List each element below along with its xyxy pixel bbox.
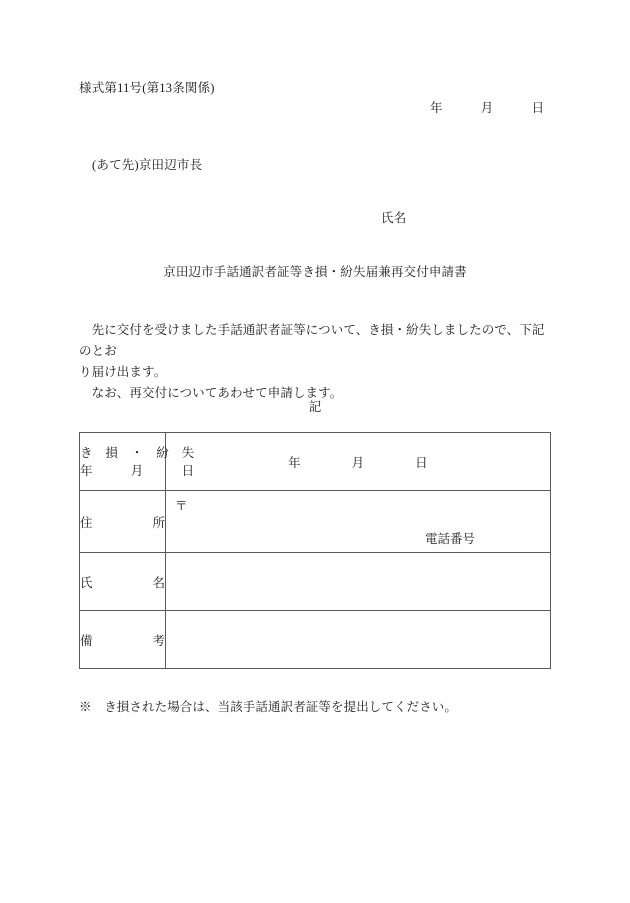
ki-marker: 記 (308, 400, 322, 414)
label-name-char-2: 名 (152, 575, 165, 590)
addressee-line: (あて先)京田辺市長 (92, 158, 203, 172)
field-name[interactable] (166, 553, 551, 611)
label-damage-loss: き 損 ・ 紛 失 (80, 445, 195, 460)
label-name (80, 553, 166, 611)
field-damage-loss-date[interactable]: 年 月 日 (166, 433, 551, 491)
application-form-table (79, 432, 551, 669)
body-line-3: なお、再交付についてあわせて申請します。 (79, 386, 343, 400)
label-address (80, 491, 166, 553)
label-address-char-2: 所 (152, 515, 165, 530)
field-address[interactable] (166, 491, 551, 553)
field-remarks[interactable] (166, 611, 551, 669)
label-damage-loss-date (80, 433, 195, 491)
label-remarks-char-1: 備 (80, 633, 93, 648)
body-line-1: 先に交付を受けました手話通訳者証等について、き損・紛失しましたので、下記のとお (79, 323, 545, 358)
label-remarks (80, 611, 166, 669)
applicant-name-label: 氏名 (381, 211, 407, 225)
label-telephone: 電話番号 (425, 532, 476, 546)
label-address-char-1: 住 (80, 515, 93, 530)
postal-code-icon: 〒 (175, 499, 188, 513)
label-remarks-char-2: 考 (152, 633, 165, 648)
body-paragraph (79, 320, 553, 404)
table-row-address (80, 491, 551, 553)
label-name-char-1: 氏 (80, 575, 93, 590)
form-code: 様式第11号(第13条関係) (79, 81, 215, 95)
table-row-damage-date (80, 433, 551, 491)
date-line: 年 月 日 (430, 101, 545, 115)
table-row-remarks (80, 611, 551, 669)
body-line-2: り届け出ます。 (79, 365, 167, 379)
footnote: ※ き損された場合は、当該手話通訳者証等を提出してください。 (79, 700, 458, 714)
label-year-month-day: 年 月 日 (80, 463, 195, 478)
table-row-name (80, 553, 551, 611)
page-title: 京田辺市手話通訳者証等き損・紛失届兼再交付申請書 (163, 265, 467, 279)
